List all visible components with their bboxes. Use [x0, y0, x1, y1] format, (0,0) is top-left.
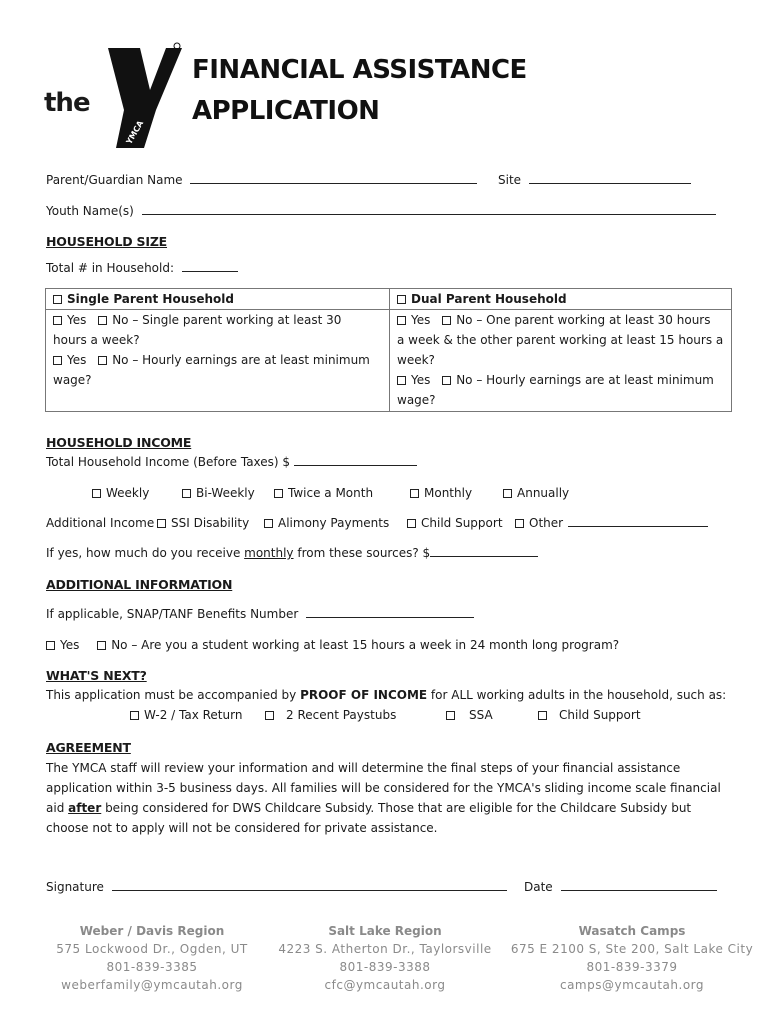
additional-other[interactable]: Other	[515, 516, 708, 530]
youth-name-field[interactable]	[46, 204, 716, 218]
checkbox-icon[interactable]	[274, 489, 283, 498]
student-question: Yes No – Are you a student working at least 15 hours a week in 24 month long program?	[46, 638, 619, 652]
footer-weber-davis	[32, 922, 272, 994]
frequency-annually[interactable]: Annually	[503, 486, 569, 500]
parent-name-line[interactable]	[190, 173, 477, 184]
parent-name-field[interactable]	[46, 173, 477, 187]
footer-phone[interactable]: 801-839-3379	[586, 960, 678, 974]
household-income-heading: HOUSEHOLD INCOME	[46, 435, 192, 450]
frequency-biweekly[interactable]: Bi-Weekly	[182, 486, 255, 500]
ymca-logo	[44, 40, 184, 155]
signature-field[interactable]	[46, 880, 507, 894]
checkbox-icon[interactable]	[397, 295, 406, 304]
additional-ssi[interactable]: SSI Disability	[157, 516, 249, 530]
logo-ymca-text: YMCA	[124, 119, 146, 146]
checkbox-icon[interactable]	[97, 641, 106, 650]
whats-next-heading: WHAT'S NEXT?	[46, 668, 147, 683]
dual-parent-q1-cont2: week?	[397, 353, 435, 367]
signature-label: Signature	[46, 880, 104, 894]
checkbox-icon[interactable]	[442, 316, 451, 325]
logo-the-text: the	[44, 88, 90, 118]
site-line[interactable]	[529, 173, 691, 184]
date-label: Date	[524, 880, 553, 894]
total-income-field[interactable]	[46, 455, 417, 469]
monthly-amount-suffix: from these sources? $	[293, 546, 431, 560]
dual-parent-q2-cont: wage?	[397, 393, 436, 407]
checkbox-icon[interactable]	[265, 711, 274, 720]
dual-parent-q1-cont1: a week & the other parent working at least 15 hours a	[397, 333, 724, 347]
footer-wasatch-camps	[506, 922, 758, 994]
checkbox-icon[interactable]	[442, 376, 451, 385]
agreement-heading: AGREEMENT	[46, 740, 131, 755]
additional-child-support[interactable]: Child Support	[407, 516, 503, 530]
single-parent-header[interactable]: Single Parent Household	[53, 289, 234, 309]
checkbox-icon[interactable]	[397, 316, 406, 325]
household-size-heading: HOUSEHOLD SIZE	[46, 234, 168, 249]
checkbox-icon[interactable]	[503, 489, 512, 498]
additional-info-heading: ADDITIONAL INFORMATION	[46, 577, 233, 592]
household-total-label: Total # in Household:	[46, 261, 175, 275]
doc-w2[interactable]: W-2 / Tax Return	[130, 708, 242, 722]
footer-phone[interactable]: 801-839-3385	[106, 960, 198, 974]
whats-next-text: This application must be accompanied by PROOF OF INCOME for ALL working adults in the household, such as:	[46, 688, 727, 702]
footer-region: Weber / Davis Region	[79, 924, 225, 938]
additional-other-line[interactable]	[568, 516, 708, 527]
checkbox-icon[interactable]	[515, 519, 524, 528]
additional-alimony[interactable]: Alimony Payments	[264, 516, 389, 530]
doc-paystubs[interactable]: 2 Recent Paystubs	[265, 708, 396, 722]
signature-line[interactable]	[112, 880, 507, 891]
footer-address: 675 E 2100 S, Ste 200, Salt Lake City	[510, 942, 754, 956]
snap-line[interactable]	[306, 607, 474, 618]
footer-address: 575 Lockwood Dr., Ogden, UT	[56, 942, 248, 956]
snap-field[interactable]	[46, 607, 474, 621]
footer-region: Wasatch Camps	[578, 924, 686, 938]
parent-name-label: Parent/Guardian Name	[46, 173, 183, 187]
total-income-label: Total Household Income (Before Taxes) $	[46, 455, 291, 469]
checkbox-icon[interactable]	[53, 316, 62, 325]
checkbox-icon[interactable]	[538, 711, 547, 720]
footer-address: 4223 S. Atherton Dr., Taylorsville	[278, 942, 492, 956]
single-parent-q1-cont: hours a week?	[53, 333, 140, 347]
checkbox-icon[interactable]	[264, 519, 273, 528]
household-total-line[interactable]	[182, 261, 238, 272]
dual-parent-q2: Yes No – Hourly earnings are at least minimum	[397, 370, 714, 390]
footer-email[interactable]: cfc@ymcautah.org	[324, 978, 446, 992]
monthly-amount-line[interactable]	[430, 546, 538, 557]
single-parent-q2: Yes No – Hourly earnings are at least minimum	[53, 350, 370, 370]
site-field[interactable]	[498, 173, 691, 187]
checkbox-icon[interactable]	[92, 489, 101, 498]
monthly-amount-prefix: If yes, how much do you receive	[46, 546, 245, 560]
youth-name-line[interactable]	[142, 204, 716, 215]
checkbox-icon[interactable]	[182, 489, 191, 498]
doc-child-support[interactable]: Child Support	[538, 708, 641, 722]
agreement-text: The YMCA staff will review your information and will determine the final steps of your financial assistance application within 3-5 business days. All families will be considered for the YMCA's sliding income scale financial aid after being considered for DWS Childcare Subsidy. Those that are eligible for the Childcare Subsidy but choose not to apply will not be considered for private assistance.	[46, 761, 721, 835]
checkbox-icon[interactable]	[53, 295, 62, 304]
checkbox-icon[interactable]	[98, 356, 107, 365]
monthly-amount-emphasis: monthly	[244, 546, 294, 560]
youth-name-label: Youth Name(s)	[46, 204, 134, 218]
total-income-line[interactable]	[294, 455, 417, 466]
date-field[interactable]	[524, 880, 717, 894]
page-title-line1: FINANCIAL ASSISTANCE	[192, 55, 527, 85]
dual-parent-header[interactable]: Dual Parent Household	[397, 289, 567, 309]
frequency-monthly[interactable]: Monthly	[410, 486, 472, 500]
footer-phone[interactable]: 801-839-3388	[339, 960, 431, 974]
household-type-table	[45, 288, 732, 412]
monthly-amount-field[interactable]	[46, 546, 538, 560]
single-parent-q2-cont: wage?	[53, 373, 92, 387]
checkbox-icon[interactable]	[446, 711, 455, 720]
checkbox-icon[interactable]	[98, 316, 107, 325]
checkbox-icon[interactable]	[410, 489, 419, 498]
after-emphasis: after	[68, 801, 102, 815]
footer-region: Salt Lake Region	[328, 924, 442, 938]
checkbox-icon[interactable]	[407, 519, 416, 528]
proof-of-income-text: PROOF OF INCOME	[300, 688, 428, 702]
site-label: Site	[498, 173, 522, 187]
footer-email[interactable]: weberfamily@ymcautah.org	[61, 978, 243, 992]
footer-salt-lake	[265, 922, 505, 994]
footer-email[interactable]: camps@ymcautah.org	[559, 978, 705, 992]
checkbox-icon[interactable]	[53, 356, 62, 365]
single-parent-q1: Yes No – Single parent working at least 30	[53, 310, 341, 330]
page-title-line2: APPLICATION	[192, 96, 380, 126]
date-line[interactable]	[561, 880, 717, 891]
dual-parent-q1: Yes No – One parent working at least 30 hours	[397, 310, 711, 330]
checkbox-icon[interactable]	[130, 711, 139, 720]
frequency-weekly[interactable]: Weekly	[92, 486, 149, 500]
checkbox-icon[interactable]	[46, 641, 55, 650]
snap-label: If applicable, SNAP/TANF Benefits Number	[46, 607, 299, 621]
checkbox-icon[interactable]	[397, 376, 406, 385]
checkbox-icon[interactable]	[157, 519, 166, 528]
frequency-twice-month[interactable]: Twice a Month	[274, 486, 373, 500]
household-total-field[interactable]	[46, 261, 238, 275]
doc-ssa[interactable]: SSA	[446, 708, 493, 722]
additional-income-label: Additional Income	[46, 516, 155, 530]
table-divider-vertical	[389, 289, 390, 411]
